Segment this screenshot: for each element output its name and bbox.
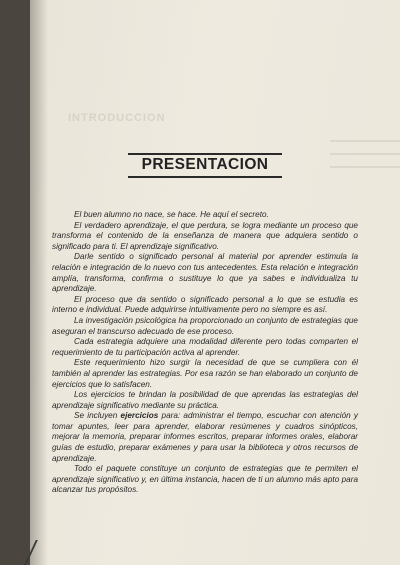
paragraph: El buen alumno no nace, se hace. He aquí el secreto. — [74, 210, 269, 219]
show-through-lines — [330, 140, 400, 179]
paragraph: Los ejercicios te brindan la posibilidad de que aprendas las estrategias del aprendizaje significativo mediante su práctica. — [52, 390, 358, 410]
exercise-text-before: Se incluyen — [74, 411, 121, 421]
exercise-text-after: para: administrar el tiempo, escuchar con atención y tomar apuntes, leer para aprender, elaborar resúmenes y cuadros sinópticos, mejorar la memoria, preparar informes escritos, preparar informes orales, elaborar guías de estudio, preparar exámenes y para usar la biblioteca y otros recursos de aprendizaje. — [52, 411, 359, 463]
paragraph: Darle sentido o significado personal al material por aprender estimula la relación e integración de lo nuevo con tus antecedentes. Esta relación e integración amplía, transforma, confirma o sustituye lo que ya sabes e individualiza tu aprendizaje. — [52, 252, 358, 294]
paragraph: La investigación psicológica ha proporcionado un conjunto de estrategias que aseguran el transcurso adecuado de ese proceso. — [52, 315, 358, 336]
paragraph: El verdadero aprendizaje, el que perdura, se logra mediante un proceso que transforma el contenido de la enseñanza de manera que adquiera sentido o significado para ti. El aprendizaje significativo. — [52, 220, 358, 251]
exercise-paragraph — [52, 411, 358, 464]
body-text — [52, 210, 358, 496]
title-rule-bottom — [128, 176, 282, 178]
title-rule-top — [128, 153, 282, 155]
show-through-heading: INTRODUCCION — [68, 112, 166, 124]
page-title: PRESENTACION — [141, 156, 269, 173]
paragraph: El proceso que da sentido o significado personal a lo que se estudia es interno e individual. Puede adquirirse intuitivamente pero no siempre es así. — [52, 294, 358, 315]
binding-shadow — [30, 0, 48, 565]
exercise-keyword: ejercicios — [120, 411, 159, 421]
paragraph: Cada estrategia adquiere una modalidad diferente pero todas comparten el requerimiento de tu participación activa al aprender. — [52, 337, 358, 357]
paragraph: Este requerimiento hizo surgir la necesidad de que se cumpliera con él también al aprender las estrategias. Por esa razón se han elaborado un conjunto de ejercicios que lo satisfacen. — [52, 358, 358, 389]
closing-paragraph: Todo el paquete constituye un conjunto de estrategias que te permiten el aprendizaje significativo y, en última instancia, hacen de ti un alumno más apto para alcanzar tus propósitos. — [52, 464, 358, 495]
